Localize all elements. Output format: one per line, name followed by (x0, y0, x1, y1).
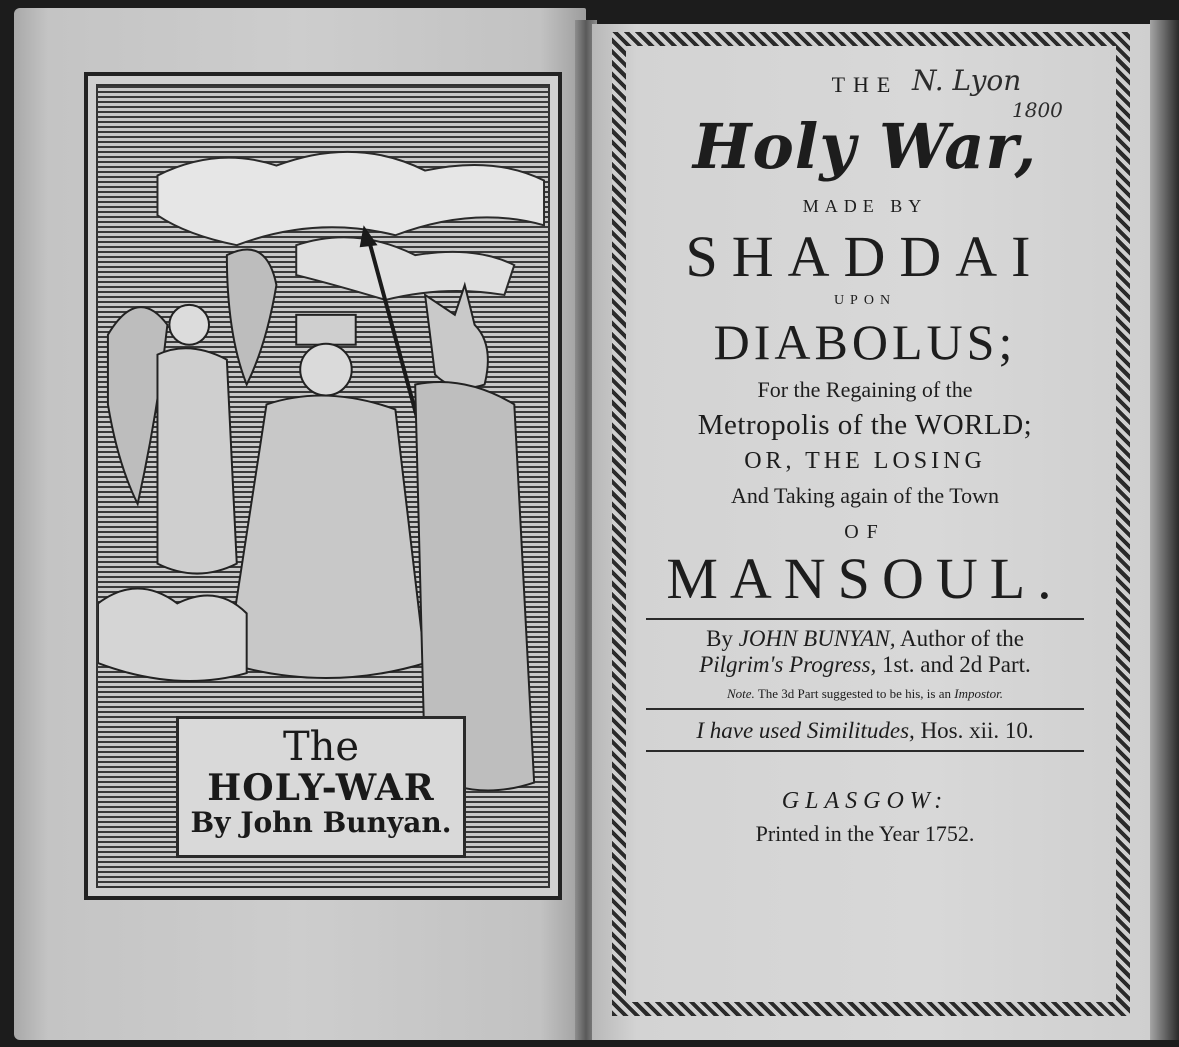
author-by: By (706, 626, 733, 651)
imprint-place: GLASGOW: (781, 788, 949, 814)
title-page-text (640, 60, 1090, 847)
rule-divider (646, 618, 1084, 620)
upon: UPON (833, 293, 897, 308)
handwritten-year: 1800 (1012, 98, 1063, 122)
subtitle-metropolis: Metropolis of the WORLD; (697, 409, 1033, 441)
pilgrim-line (640, 652, 1090, 678)
title-the: THE (831, 72, 899, 97)
title-mansoul: MANSOUL. (666, 546, 1064, 611)
handwritten-signature: N. Lyon (912, 64, 1022, 97)
subtitle-regaining: For the Regaining of the (757, 377, 973, 402)
rule-divider (646, 708, 1084, 710)
subtitle-or-losing: OR, THE LOSING (744, 448, 986, 474)
title-holy-war: Holy War, (692, 110, 1038, 183)
title-diabolus: DIABOLUS; (713, 314, 1017, 370)
epigraph-text: I have used Similitudes, (696, 718, 915, 743)
caption-holy-war: HOLY-WAR (207, 767, 435, 809)
frontispiece-caption (176, 716, 466, 858)
pilgrim-title: Pilgrim's Progress, (699, 652, 877, 677)
epigraph-line (640, 718, 1090, 744)
caption-the: The (282, 724, 360, 770)
frontispiece-woodcut (84, 72, 562, 900)
note-text: The 3d Part suggested to be his, is an (757, 686, 951, 701)
note-impostor: Impostor. (954, 686, 1003, 701)
page-edge (1150, 20, 1179, 1040)
author-line (640, 626, 1090, 652)
caption-author: By John Bunyan. (190, 806, 452, 839)
note-label: Note. (726, 686, 755, 701)
epigraph-ref: Hos. xii. 10. (920, 718, 1034, 743)
subtitle-of: OF (844, 521, 886, 543)
title-shaddai: SHADDAI (685, 224, 1045, 289)
pilgrim-parts: 1st. and 2d Part. (881, 652, 1031, 677)
made-by: MADE BY (802, 196, 928, 216)
rule-divider (646, 750, 1084, 752)
imprint-date: Printed in the Year 1752. (755, 821, 975, 846)
subtitle-taking: And Taking again of the Town (730, 483, 999, 508)
author-suffix: Author of the (900, 626, 1024, 651)
note-line (640, 686, 1090, 702)
author-name: JOHN BUNYAN, (738, 626, 896, 651)
